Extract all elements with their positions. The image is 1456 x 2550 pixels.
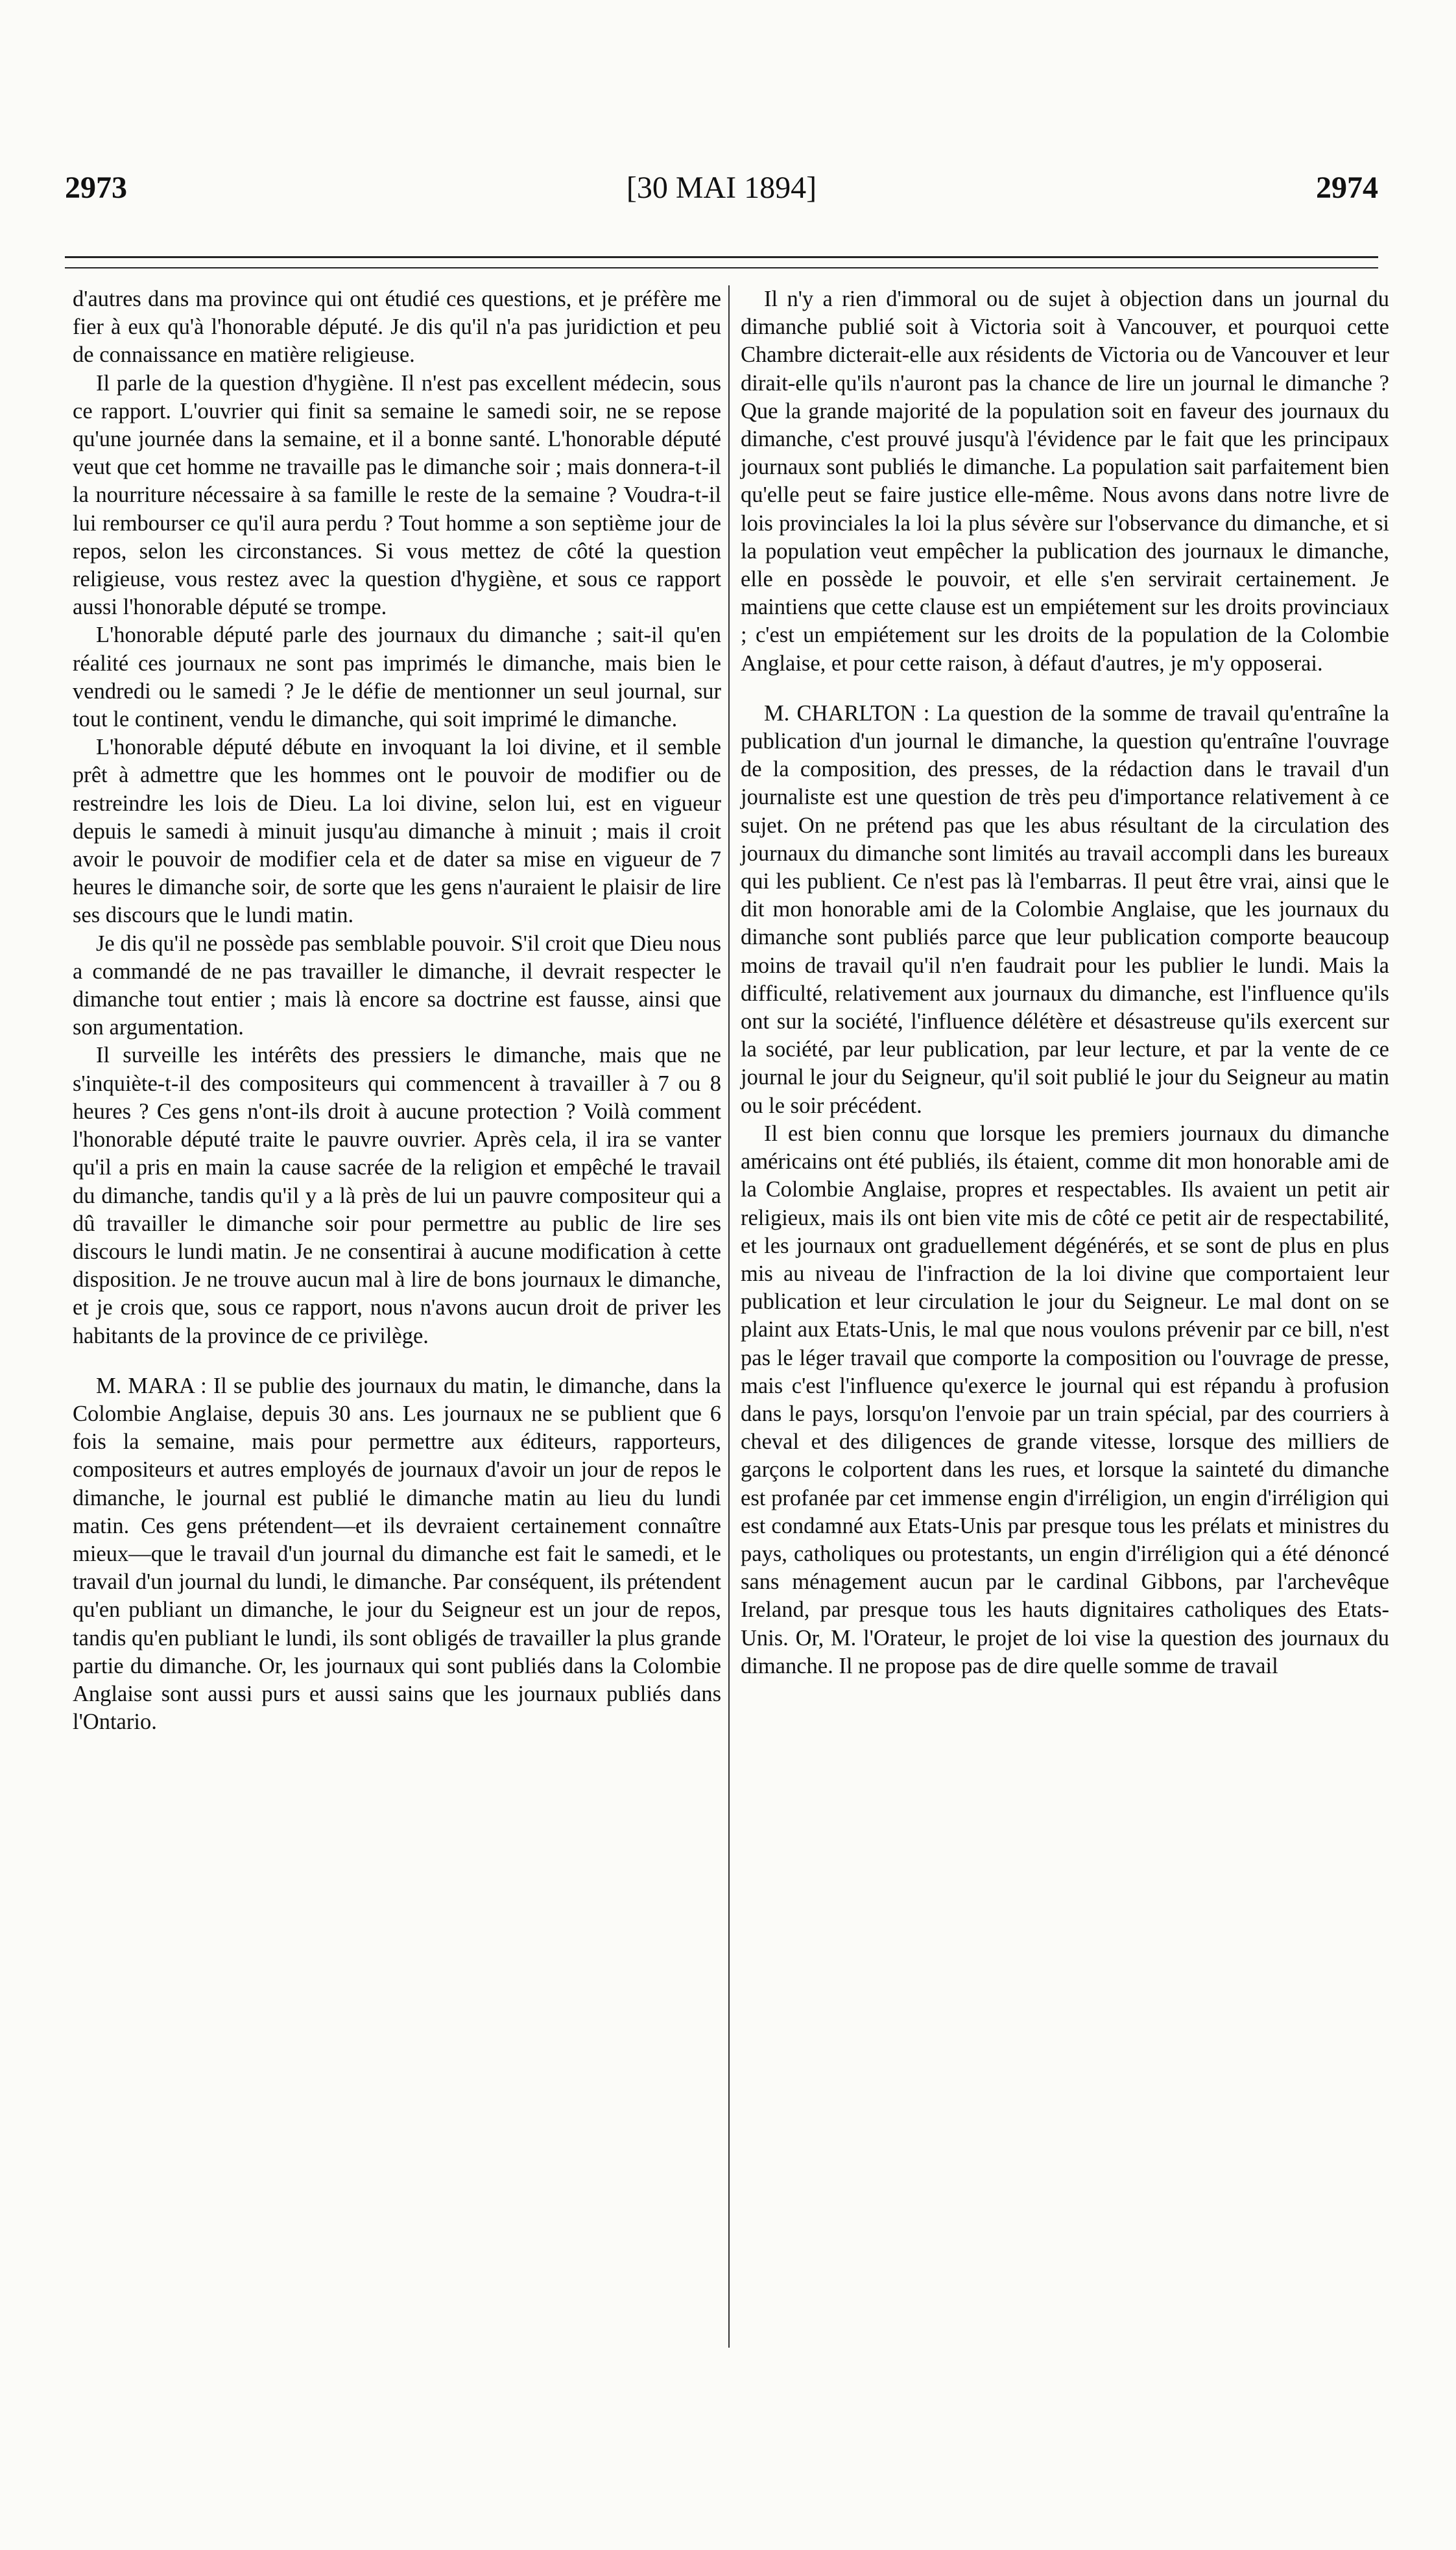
page-number-right: 2974 (1316, 171, 1378, 205)
left-column (73, 285, 721, 1736)
page-number-left: 2973 (65, 171, 127, 205)
paragraph: L'honorable député parle des journaux du dimanche ; sait-il qu'en réalité ces journaux ne sont pas imprimés le dimanche, mais bien le vendredi ou le samedi ? Je le défie de mentionner un seul journal, sur tout le continent, vendu le dimanche, qui soit imprimé le dimanche. (73, 623, 721, 732)
paragraph: d'autres dans ma province qui ont étudié ces questions, et je préfère me fier à eux qu'à l'honorable député. Je dis qu'il n'a pas juridiction et peu de connaissance en matière religieuse. (73, 287, 721, 368)
paragraph: Il n'y a rien d'immoral ou de sujet à objection dans un journal du dimanche publié soit à Victoria soit à Vancouver, et pourquoi cette Chambre dicterait-elle aux résidents de Victoria ou de Vancouver et leur dirait-elle qu'ils n'auront pas la chance de lire un journal le dimanche ? Que la grande majorité de la population soit en faveur des journaux du dimanche, c'est prouvé jusqu'à l'évidence par le fait que les principaux journaux sont publiés le dimanche. La population sait parfaitement bien qu'elle peut se faire justice elle-même. Nous avons dans notre livre de lois provinciales la loi la plus sévère sur l'observance du dimanche, et si la population veut empêcher la publication des journaux le dimanche, elle en possède le pouvoir, et elle s'en servirait certainement. Je maintiens que cette clause est un empiétement sur les droits provinciaux ; c'est un empiétement sur les droits de la population de la Colombie Anglaise, et pour cette raison, à défaut d'autres, je m'y opposerai. (741, 287, 1389, 676)
paragraph: Il est bien connu que lorsque les premiers journaux du dimanche américains ont été publiés, ils étaient, comme dit mon honorable ami de la Colombie Anglaise, propres et respectables. Ils avaient un petit air religieux, mais ils ont bien vite mis de côté ce petit air de respectabilité, et les journaux ont graduellement dégénérés, et se sont de plus en plus mis au niveau de l'infraction de la loi divine que comportaient leur publication et leur circulation le jour du Seigneur. Le mal dont on se plaint aux Etats-Unis, le mal que nous voulons prévenir par ce bill, n'est pas le léger travail que comporte la composition ou l'ouvrage de presse, mais c'est l'influence qu'exerce le journal qui est répandu à profusion dans le pays, lorsqu'on l'envoie par un train spécial, par des courriers à cheval et des diligences de grande vitesse, lorsque des milliers de garçons le colportent dans les rues, et lorsque la sainteté du dimanche est profanée par cet immense engin d'irréligion, un engin d'irréligion qui est condamné aux Etats-Unis par presque tous les prélats et ministres du pays, catholiques ou protestants, un engin d'irréligion qui a été dénoncé sans ménagement aucun par le cardinal Gibbons, par l'archevêque Ireland, par presque tous les hauts dignitaires catholiques des Etats-Unis. Or, M. l'Orateur, le projet de loi vise la question des journaux du dimanche. Il ne propose pas de dire quelle somme de travail (741, 1121, 1389, 1678)
header-rule-top (65, 256, 1378, 258)
header-rule-bottom (65, 267, 1378, 268)
paragraph: Il parle de la question d'hygiène. Il n'est pas excellent médecin, sous ce rapport. L'ouvrier qui finit sa semaine le samedi soir, ne se repose qu'une journée dans la semaine, et il a bonne santé. L'honorable député veut que cet homme ne travaille pas le dimanche soir ; mais donnera-t-il la nourriture nécessaire à sa famille le reste de la semaine ? Voudra-t-il lui rembourser ce qu'il aura perdu ? Tout homme a son septième jour de repos, selon les circonstances. Si vous mettez de côté la question religieuse, vous restez avec la question d'hygiène, et sous ce rapport aussi l'honorable député se trompe. (73, 370, 721, 620)
paragraph: L'honorable député débute en invoquant la loi divine, et il semble prêt à admettre que les hommes ont le pouvoir de modifier ou de restreindre les lois de Dieu. La loi divine, selon lui, est en vigueur depuis le samedi à minuit jusqu'au dimanche à minuit ; mais il croit avoir le pouvoir de modifier cela et de dater sa mise en vigueur de 7 heures le dimanche soir, de sorte que les gens n'auraient le plaisir de lire ses discours que le lundi matin. (73, 735, 721, 928)
paragraph: Il surveille les intérêts des pressiers le dimanche, mais que ne s'inquiète-t-il des compositeurs qui commencent à travailler à 7 ou 8 heures ? Ces gens n'ont-ils droit à aucune protection ? Voilà comment l'honorable député traite le pauvre ouvrier. Après cela, il ira se vanter qu'il a pris en main la cause sacrée de la religion et empêché le travail du dimanche, tandis qu'il y a là près de lui un pauvre compositeur qui a dû travailler le dimanche soir pour permettre au public de lire ses discours le lundi matin. Je ne consentirai à aucune modification à cette disposition. Je ne trouve aucun mal à lire de bons journaux le dimanche, et je crois que, sous ce rapport, nous n'avons aucun droit de priver les habitants de la province de ce privilège. (73, 1043, 721, 1348)
page-date: [30 MAI 1894] (626, 171, 817, 205)
right-column (741, 285, 1389, 1680)
paragraph: Je dis qu'il ne possède pas semblable pouvoir. S'il croit que Dieu nous a commandé de ne pas travailler le dimanche, il devrait respecter le dimanche tout entier ; mais là encore sa doctrine est fausse, ainsi que son argumentation. (73, 931, 721, 1040)
paragraph-speaker-mara: M. MARA : Il se publie des journaux du matin, le dimanche, dans la Colombie Anglaise, depuis 30 ans. Les journaux ne se publient que 6 fois la semaine, mais pour permettre aux éditeurs, rapporteurs, compositeurs et autres employés de journaux d'avoir un jour de repos le dimanche, le journal est publié le dimanche matin au lieu du lundi matin. Ces gens prétendent—et ils devraient certainement connaître mieux—que le travail d'un journal du dimanche est fait le samedi, et le travail d'un journal du lundi, le dimanche. Par conséquent, ils prétendent qu'en publiant un dimanche, le jour du Seigneur est un jour de repos, tandis qu'en publiant le lundi, ils sont obligés de travailler la plus grande partie du dimanche. Or, les journaux qui sont publiés dans la Colombie Anglaise sont aussi purs et aussi sains que les journaux publiés dans l'Ontario. (73, 1373, 721, 1735)
column-divider (728, 285, 730, 2348)
paragraph-speaker-charlton: M. CHARLTON : La question de la somme de travail qu'entraîne la publication d'un journal le dimanche, la question qu'entraîne l'ouvrage de la composition, des presses, de la rédaction dans le travail d'un journaliste est une question de très peu d'importance relativement à ce sujet. On ne prétend pas que les abus résultant de la circulation des journaux du dimanche sont limités au travail accompli dans les bureaux qui les publient. Ce n'est pas là l'embarras. Il peut être vrai, ainsi que le dit mon honorable ami de la Colombie Anglaise, que les journaux du dimanche sont publiés parce que leur publication comporte beaucoup moins de travail qu'il n'en faudrait pour les publier le lundi. Mais la difficulté, relativement aux journaux du dimanche, est l'influence qu'ils ont sur la société, l'influence délétère et désastreuse qu'ils exercent sur la société, par leur publication, par leur lecture, et par la vente de ce journal le jour du Seigneur, qu'il soit publié le jour du Seigneur au matin ou le soir précédent. (741, 700, 1389, 1118)
page-header (65, 170, 1378, 222)
